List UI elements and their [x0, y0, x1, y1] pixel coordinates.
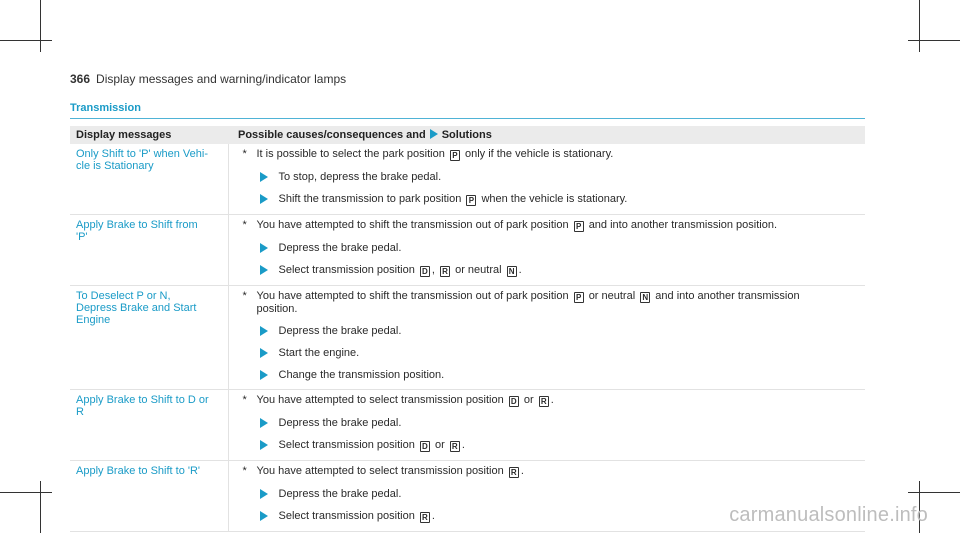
- cause-text: You have attempted to shift the transmission out of park position: [256, 219, 569, 231]
- display-message: [70, 286, 228, 390]
- star-icon: *: [242, 219, 247, 231]
- table-row: [70, 286, 865, 390]
- table-row: [70, 144, 865, 215]
- gear-p-icon: P: [450, 150, 460, 161]
- solution-step: [239, 439, 860, 452]
- gear-p-icon: P: [574, 221, 584, 232]
- display-message-line: Apply Brake to Shift to D or: [76, 394, 209, 406]
- display-message-line: Only Shift to 'P' when Vehi-: [76, 148, 208, 160]
- section-divider: [70, 118, 865, 119]
- arrow-right-icon: [260, 243, 268, 253]
- cause-text: .: [520, 465, 524, 477]
- gear-r-icon: R: [450, 441, 460, 452]
- arrow-right-icon: [260, 489, 268, 499]
- gear-r-icon: R: [509, 467, 519, 478]
- arrow-right-icon: [260, 348, 268, 358]
- gear-d-icon: D: [420, 266, 430, 277]
- gear-n-icon: N: [507, 266, 517, 277]
- arrow-right-icon: [260, 265, 268, 275]
- solution-step: [239, 264, 860, 277]
- cause-text: or neutral: [588, 290, 636, 302]
- display-message-line: Depress Brake and Start: [76, 302, 197, 314]
- cause: [239, 394, 860, 407]
- column-header-solutions-prefix: Possible causes/consequences and: [238, 129, 426, 141]
- crop-mark: [0, 492, 52, 493]
- solution-text: Depress the brake pedal.: [278, 325, 402, 337]
- solution-text: To stop, depress the brake pedal.: [278, 171, 442, 183]
- cause: [239, 290, 860, 315]
- star-icon: *: [242, 148, 247, 160]
- cause-text: It is possible to select the park position: [256, 148, 445, 160]
- star-icon: *: [242, 394, 247, 406]
- column-header-messages: Display messages: [70, 126, 228, 144]
- cause-text: You have attempted to shift the transmission out of park position: [256, 290, 569, 302]
- solution-text: Change the transmission position.: [278, 369, 445, 381]
- solution-text: ,: [431, 264, 435, 276]
- display-message-line: Apply Brake to Shift from: [76, 219, 198, 231]
- solution-text: Depress the brake pedal.: [278, 242, 402, 254]
- gear-p-icon: P: [574, 292, 584, 303]
- crop-mark: [908, 492, 960, 493]
- cause: [239, 465, 860, 478]
- gear-r-icon: R: [539, 396, 549, 407]
- star-icon: *: [242, 465, 247, 477]
- cause-text: You have attempted to select transmission position: [256, 465, 504, 477]
- crop-mark: [40, 481, 41, 533]
- gear-n-icon: N: [640, 292, 650, 303]
- cause: [239, 219, 860, 232]
- solution-text: Depress the brake pedal.: [278, 417, 402, 429]
- display-message-line: To Deselect P or N,: [76, 290, 171, 302]
- table-row: [70, 215, 865, 286]
- arrow-right-icon: [260, 370, 268, 380]
- solution-text: or: [434, 439, 445, 451]
- table-header-row: [70, 126, 865, 144]
- display-message: [70, 215, 228, 286]
- watermark: carmanualsonline.info: [729, 504, 928, 526]
- solution-text: Start the engine.: [278, 347, 360, 359]
- arrow-right-icon: [260, 511, 268, 521]
- display-message-line: Apply Brake to Shift to 'R': [76, 465, 201, 477]
- solution-step: [239, 242, 860, 254]
- column-header-solutions-suffix: Solutions: [441, 129, 492, 141]
- display-message: [70, 461, 228, 532]
- crop-mark: [40, 0, 41, 52]
- gear-d-icon: D: [420, 441, 430, 452]
- cause-text: and into another transmission position.: [588, 219, 778, 231]
- solution-text: .: [518, 264, 522, 276]
- solution-text: or neutral: [455, 264, 502, 276]
- causes-and-solutions: [228, 286, 865, 390]
- arrow-right-icon: [260, 326, 268, 336]
- solution-text: Shift the transmission to park position: [278, 193, 462, 205]
- crop-mark: [0, 40, 52, 41]
- solution-step: [239, 193, 860, 206]
- display-message: [70, 144, 228, 215]
- page-number: 366: [70, 72, 91, 86]
- solution-text: when the vehicle is stationary.: [481, 193, 628, 205]
- cause-text: only if the vehicle is stationary.: [464, 148, 614, 160]
- display-message-line: Engine: [76, 314, 111, 326]
- causes-and-solutions: [228, 144, 865, 215]
- gear-r-icon: R: [420, 512, 430, 523]
- solution-text: Depress the brake pedal.: [278, 488, 402, 500]
- cause-text: .: [550, 394, 554, 406]
- display-message: [70, 390, 228, 461]
- display-messages-table: [70, 126, 865, 532]
- display-message-line: 'P': [76, 231, 88, 243]
- causes-and-solutions: [228, 215, 865, 286]
- page-header-title: Display messages and warning/indicator lamps: [96, 72, 347, 86]
- solution-text: Select transmission position: [278, 439, 415, 451]
- display-message-line: cle is Stationary: [76, 160, 154, 172]
- arrow-right-icon: [260, 172, 268, 182]
- crop-mark: [908, 40, 960, 41]
- solution-step: [239, 369, 860, 381]
- section-title: Transmission: [70, 102, 141, 114]
- solution-text: .: [461, 439, 465, 451]
- arrow-right-icon: [260, 440, 268, 450]
- solution-step: [239, 171, 860, 183]
- star-icon: *: [242, 290, 247, 302]
- solution-text: Select transmission position: [278, 510, 415, 522]
- cause-text: or: [523, 394, 534, 406]
- arrow-right-icon: [260, 418, 268, 428]
- cause-text: You have attempted to select transmission position: [256, 394, 504, 406]
- gear-d-icon: D: [509, 396, 519, 407]
- arrow-right-icon: [430, 129, 438, 139]
- arrow-right-icon: [260, 194, 268, 204]
- solution-step: [239, 417, 860, 429]
- gear-p-icon: P: [466, 195, 476, 206]
- cause-text: position.: [256, 303, 298, 315]
- gear-r-icon: R: [440, 266, 450, 277]
- page-header: [70, 72, 346, 86]
- display-message-line: R: [76, 406, 84, 418]
- cause-text: and into another transmission: [655, 290, 800, 302]
- crop-mark: [919, 0, 920, 52]
- solution-step: [239, 325, 860, 337]
- causes-and-solutions: [228, 390, 865, 461]
- column-header-solutions: [228, 126, 865, 144]
- solution-text: Select transmission position: [278, 264, 415, 276]
- cause: [239, 148, 860, 161]
- solution-step: [239, 347, 860, 359]
- solution-step: [239, 488, 860, 500]
- table-row: [70, 390, 865, 461]
- solution-text: .: [431, 510, 435, 522]
